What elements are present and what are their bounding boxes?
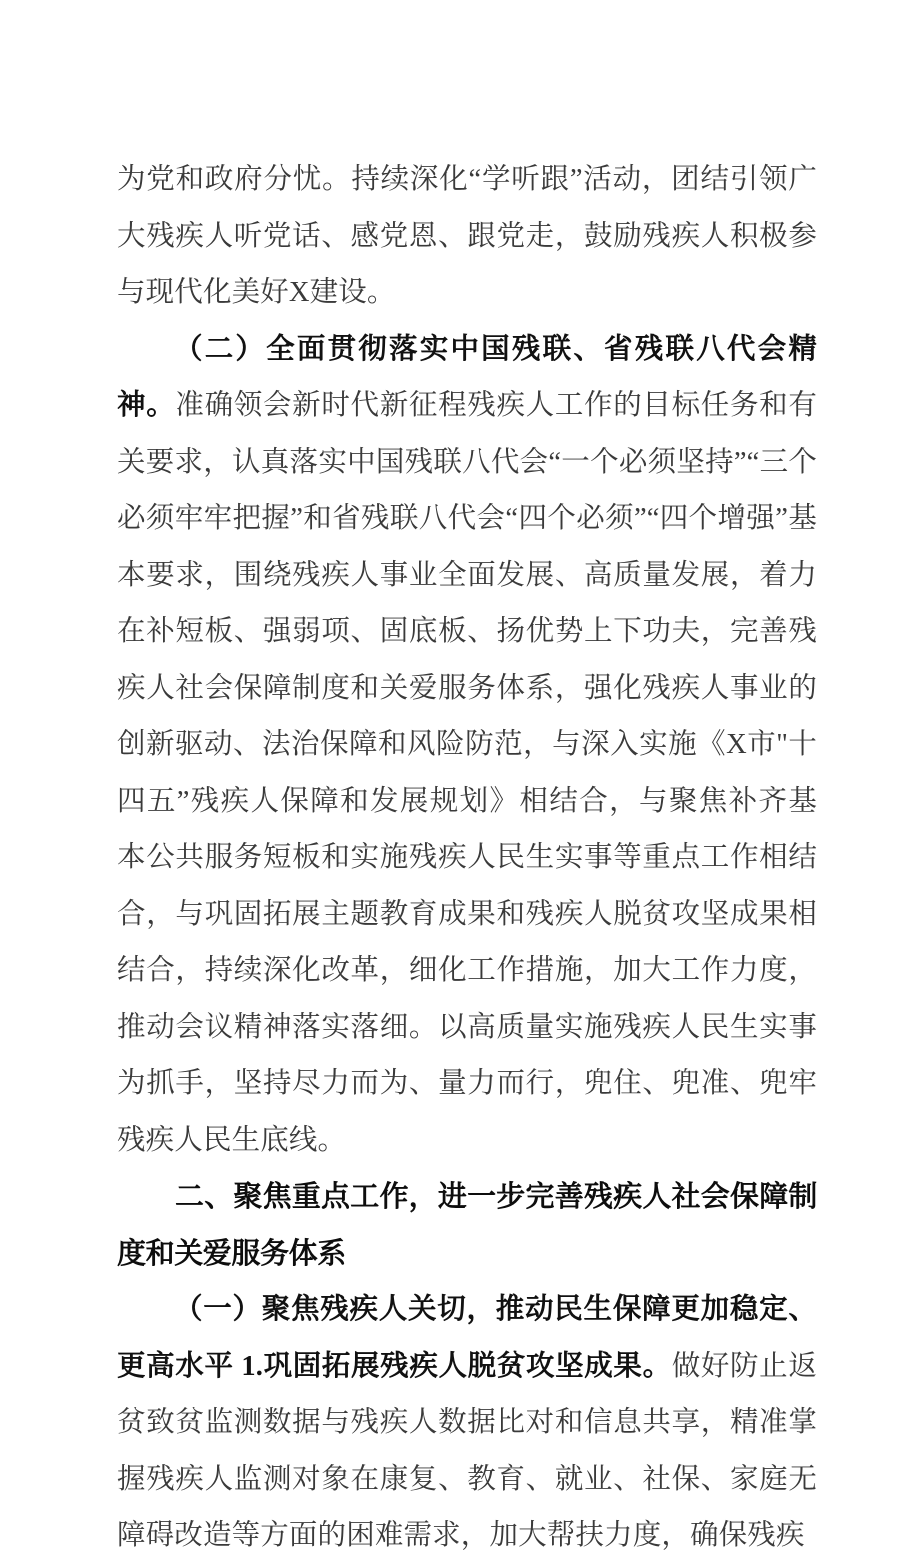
paragraph-lead-bold: （二）全面贯彻落实中国残联、省残联八代会精神。 [117,333,817,421]
paragraph-section-er [117,322,817,1170]
text-column [117,152,817,1565]
paragraph-section-yi [117,1282,817,1565]
paragraph-lead-bold: （一）聚焦残疾人关切，推动民生保障更加稳定、更高水平 1.巩固拓展残疾人脱贫攻坚成果。 [117,1294,817,1382]
paragraph-text: 为党和政府分忧。持续深化“学听跟”活动，团结引领广大残疾人听党话、感党恩、跟党走，鼓励残疾人积极参与现代化美好X建设。 [117,164,817,308]
paragraph-body-text: 做好防止返贫致贫监测数据与残疾人数据比对和信息共享，精准掌握残疾人监测对象在康复、教育、就业、社保、家庭无障碍改造等方面的困难需求，加大帮扶力度，确保残疾 [117,1350,817,1551]
paragraph-body-text: 准确领会新时代新征程残疾人工作的目标任务和有关要求，认真落实中国残联八代会“一个必须坚持”“三个必须牢牢把握”和省残联八代会“四个必须”“四个增强”基本要求，围绕残疾人事业全面发展、高质量发展，着力在补短板、强弱项、固底板、扬优势上下功夫，完善残疾人社会保障制度和关爱服务体系，强化残疾人事业的创新驱动、法治保障和风险防范，与深入实施《X市"十四五”残疾人保障和发展规划》相结合，与聚焦补齐基本公共服务短板和实施残疾人民生实事等重点工作相结合，与巩固拓展主题教育成果和残疾人脱贫攻坚成果相结合，持续深化改革，细化工作措施，加大工作力度，推动会议精神落实落细。以高质量实施残疾人民生实事为抓手，坚持尽力而为、量力而行，兜住、兜准、兜牢残疾人民生底线。 [117,390,817,1156]
paragraph-continuation [117,152,817,322]
section-heading-two: 二、聚焦重点工作，进一步完善残疾人社会保障制度和关爱服务体系 [117,1181,817,1270]
